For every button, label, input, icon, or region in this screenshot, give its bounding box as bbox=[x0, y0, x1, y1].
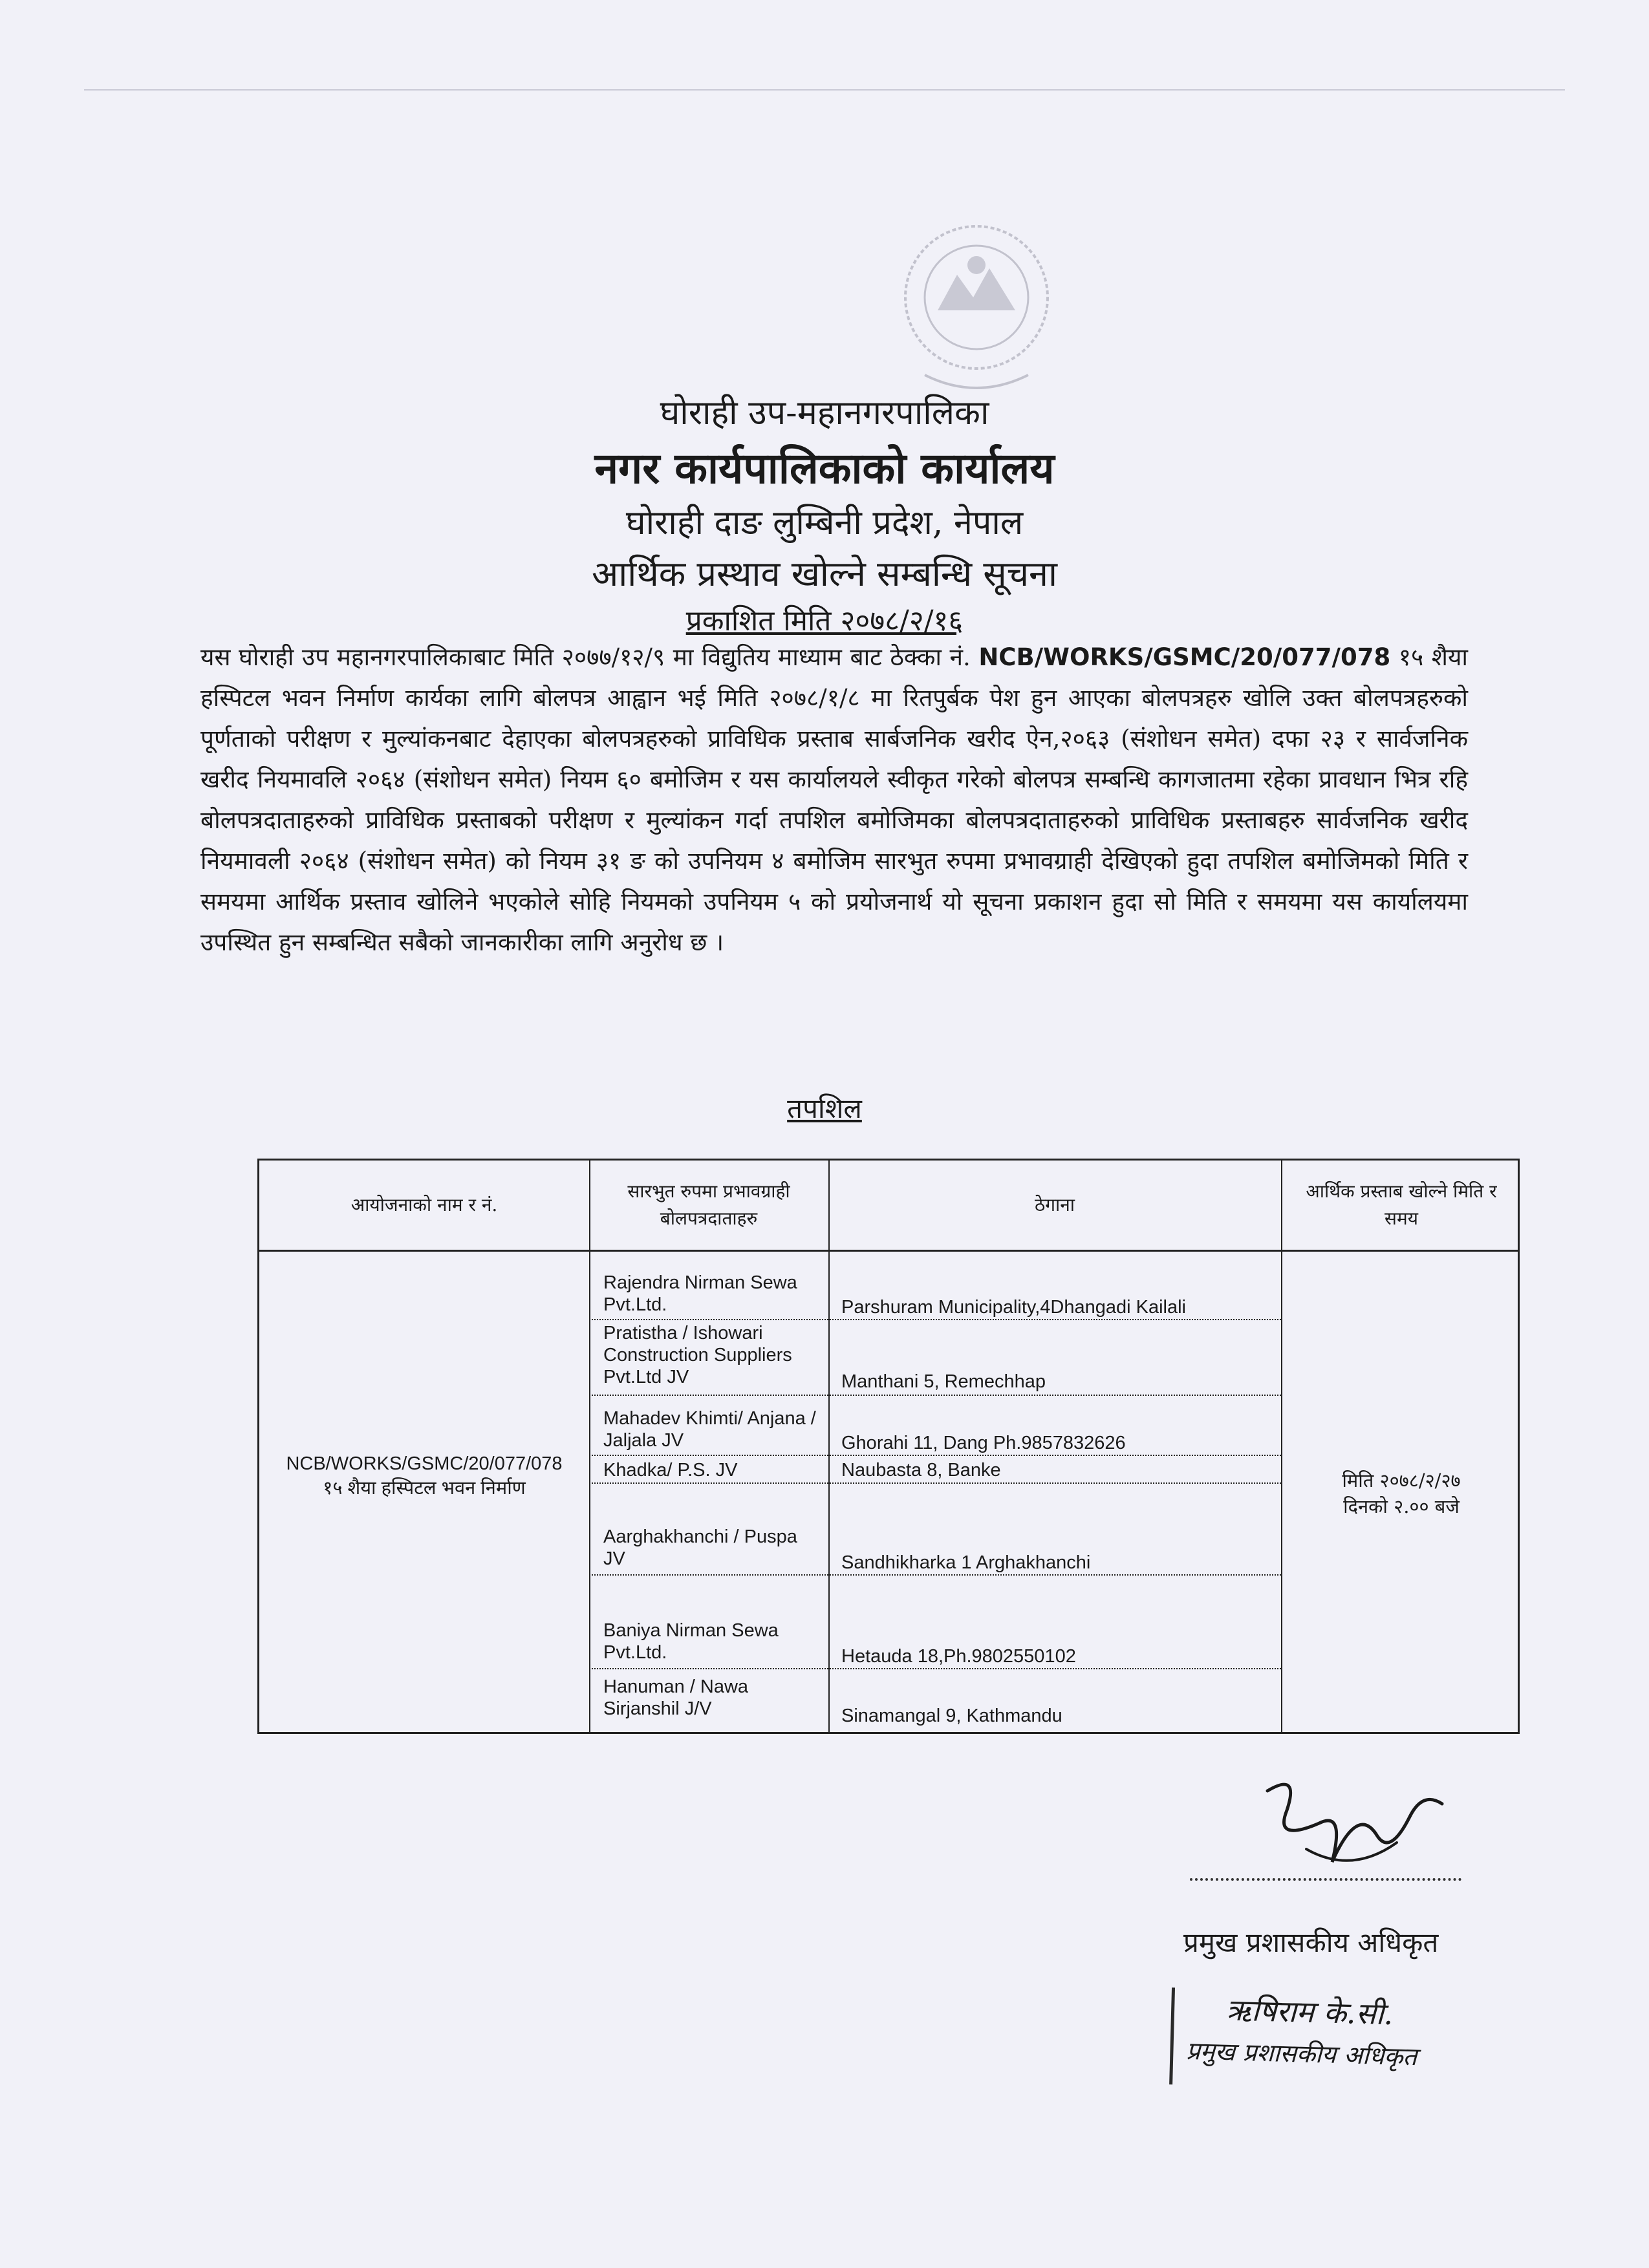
opening-date: मिति २०७८/२/२७ bbox=[1342, 1470, 1461, 1492]
bidder-address: Parshuram Municipality,4Dhangadi Kailali bbox=[841, 1297, 1187, 1318]
bidder-address: Ghorahi 11, Dang Ph.9857832626 bbox=[841, 1433, 1126, 1453]
municipality-name: घोराही उप-महानगरपालिका bbox=[660, 394, 989, 433]
row-divider bbox=[589, 1668, 1281, 1669]
notice-title: आर्थिक प्रस्थाव खोल्ने सम्बन्धि सूचना bbox=[592, 553, 1057, 594]
body-part-2: १५ शैया हस्पिटल भवन निर्माण कार्यका लागि बोलपत्र आह्वान भई मिति २०७८/१/८ मा रितपुर्बक पेश हुन आएका बोलपत्रहरु खोलि उक्त बोलपत्रहरुको पूर्णताको परीक्षण र मुल्यांकनबाट देहाएका बोलपत्रहरुको प्राविधिक प्रस्ताब सार्बजनिक खरीद ऐन,२०६३ (संशोधन समेत) दफा २३ र सार्वजनिक खरीद नियमावलि २०६४ (संशोधन समेत) नियम ६० बमोजिम र यस कार्यालयले स्वीकृत गरेको बोलपत्र सम्बन्धि कागजातमा रहेका प्रावधान भित्र रहि बोलपत्रदाताहरुको प्राविधिक प्रस्ताबको परीक्षण र मुल्यांकन गर्दा तपशिल बमोजिमका बोलपत्रदाताहरुको प्राविधिक प्रस्ताबहरु सार्वजनिक खरीद नियमावली २०६४ (संशोधन समेत) को नियम ३१ ङ को उपनियम ४ बमोजिम सारभुत रुपमा प्रभावग्राही देखिएको हुदा तपशिल बमोजिमको मिति र समयमा आर्थिक प्रस्ताव खोलिने भएकोले सोहि नियमको उपनियम ५ को प्रयोजनार्थ यो सूचना प्रकाशन हुदा सो मिति र समयमा यस कार्यालयमा उपस्थित हुन सम्बन्धित सबैको जानकारीका लागि अनुरोध छ । bbox=[200, 643, 1469, 956]
office-address: घोराही दाङ लुम्बिनी प्रदेश, नेपाल bbox=[625, 504, 1024, 542]
row-divider bbox=[589, 1319, 1281, 1320]
row-divider bbox=[589, 1455, 1281, 1456]
schedule-title: तपशिल bbox=[787, 1093, 862, 1124]
bidder-name: Rajendra Nirman Sewa Pvt.Ltd. bbox=[603, 1272, 797, 1315]
stamp-name: ऋषिराम के.सी. bbox=[1225, 1992, 1394, 2032]
top-rule bbox=[84, 89, 1565, 91]
header-datetime: आर्थिक प्रस्ताब खोल्ने मिति र समय bbox=[1306, 1181, 1497, 1229]
signatory-title: प्रमुख प्रशासकीय अधिकृत bbox=[1183, 1927, 1439, 1958]
stamp-role: प्रमुख प्रशासकीय अधिकृत bbox=[1185, 2036, 1417, 2071]
bidder-address: Sinamangal 9, Kathmandu bbox=[841, 1706, 1062, 1726]
header-divider bbox=[259, 1250, 1518, 1252]
bidder-address: Naubasta 8, Banke bbox=[841, 1460, 1001, 1481]
bidder-name: Aarghakhanchi / Puspa JV bbox=[603, 1526, 797, 1569]
row-divider bbox=[589, 1395, 1281, 1396]
published-date: प्रकाशित मिति २०७८/२/१६ bbox=[685, 604, 964, 637]
bidder-name: Baniya Nirman Sewa Pvt.Ltd. bbox=[603, 1620, 779, 1663]
header-project: आयोजनाको नाम र नं. bbox=[350, 1194, 498, 1215]
office-name: नगर कार्यपालिकाको कार्यालय bbox=[594, 443, 1055, 493]
signature-line bbox=[1190, 1878, 1461, 1881]
bidder-name: Mahadev Khimti/ Anjana / Jaljala JV bbox=[603, 1408, 816, 1451]
opening-datetime bbox=[1281, 1468, 1522, 1519]
contract-number: NCB/WORKS/GSMC/20/077/078 bbox=[978, 643, 1391, 671]
project-cell bbox=[259, 1451, 589, 1501]
bidder-address: Sandhikharka 1 Arghakhanchi bbox=[841, 1552, 1091, 1573]
schedule-table bbox=[257, 1159, 1520, 1734]
row-divider bbox=[589, 1574, 1281, 1576]
notice-header bbox=[0, 388, 1649, 643]
opening-time: दिनको २.०० बजे bbox=[1343, 1495, 1460, 1517]
header-address: ठेगाना bbox=[1034, 1194, 1075, 1215]
signature-icon bbox=[1248, 1765, 1455, 1894]
bidder-address: Hetauda 18,Ph.9802550102 bbox=[841, 1646, 1076, 1667]
bidder-name: Pratistha / Ishowari Construction Suppliers Pvt.Ltd JV bbox=[603, 1323, 792, 1387]
bidder-name: Hanuman / Nawa Sirjanshil J/V bbox=[603, 1676, 749, 1719]
project-number: NCB/WORKS/GSMC/20/077/078 bbox=[286, 1453, 563, 1474]
notice-body bbox=[200, 637, 1468, 963]
body-part-1: यस घोराही उप महानगरपालिकाबाट मिति २०७७/१२/९ मा विद्युतिय माध्याम बाट ठेक्का नं. bbox=[200, 643, 971, 671]
header-bidders: सारभुत रुपमा प्रभावग्राही बोलपत्रदाताहरु bbox=[627, 1181, 790, 1229]
official-stamp bbox=[1169, 1987, 1460, 2092]
row-divider bbox=[589, 1482, 1281, 1484]
emblem-seal-icon bbox=[860, 213, 1093, 407]
bidder-address: Manthani 5, Remechhap bbox=[841, 1371, 1046, 1392]
project-name: १५ शैया हस्पिटल भवन निर्माण bbox=[323, 1478, 526, 1499]
bidder-name: Khadka/ P.S. JV bbox=[603, 1460, 738, 1481]
